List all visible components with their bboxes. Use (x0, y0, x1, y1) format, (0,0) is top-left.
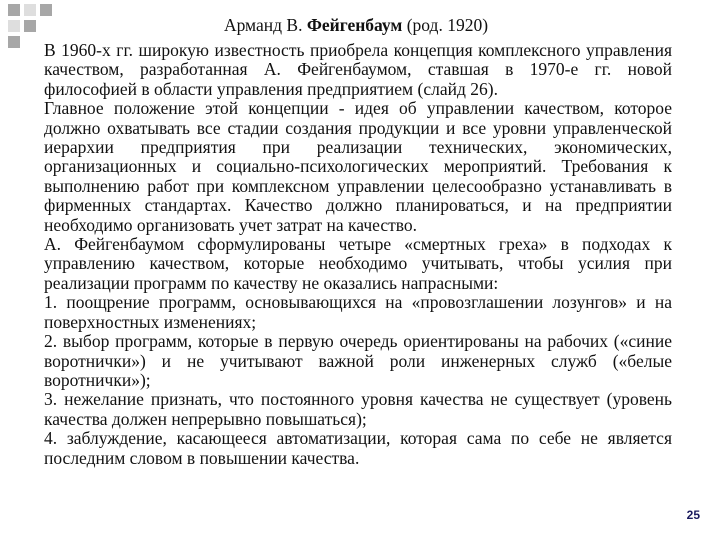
list-item-sin-4: 4. заблуждение, касающееся автоматизации, которая сама по себе не является последним словом в повышении качества. (44, 428, 672, 468)
slide-title (44, 15, 668, 35)
decor-square (24, 4, 36, 16)
decor-square (8, 36, 20, 48)
decor-square (8, 20, 20, 32)
slide-body (44, 41, 672, 468)
list-item-sin-2: 2. выбор программ, которые в первую очередь ориентированы на рабочих («синие воротнички») и не учитывают важной роли инженерных служб («белые воротнички»); (44, 331, 672, 390)
list-item-sin-3: 3. нежелание признать, что постоянного уровня качества не существует (уровень качества должен непрерывно повышаться); (44, 389, 672, 429)
list-item-sin-1: 1. поощрение программ, основывающихся на «провозглашении лозунгов» и на поверхностных изменениях; (44, 292, 672, 332)
title-name: Арманд В. (223, 15, 303, 35)
title-bold-name: Фейгенбаум (306, 15, 403, 35)
paragraph-main-idea: Главное положение этой концепции - идея об управлении качеством, которое должно охватывать все стадии создания продукции и все уровни управленческой иерархии предприятия при реализации технических, экономических, организационных и социально-психологических мероприятий. Требования к выполнению работ при комплексном управлении целесообразно устанавливать в фирменных стандартах. Качество должно планироваться, и на предприятии необходимо организовать учет затрат на качество. (44, 98, 672, 235)
title-years: (род. 1920) (406, 15, 489, 35)
decor-square (8, 4, 20, 16)
paragraph-deadly-sins: А. Фейгенбаумом сформулированы четыре «смертных греха» в подходах к управлению качеством, которые необходимо учитывать, чтобы усилия при реализации программ по качеству не оказались напрасными: (44, 234, 672, 293)
decor-square (24, 20, 36, 32)
page-number: 25 (686, 508, 700, 522)
paragraph-intro: В 1960-х гг. широкую известность приобрела концепция комплексного управления качеством, разработанная А. Фейгенбаумом, ставшая в 1970-е гг. новой философией в области управления предприятием (слайд 26). (44, 40, 672, 99)
